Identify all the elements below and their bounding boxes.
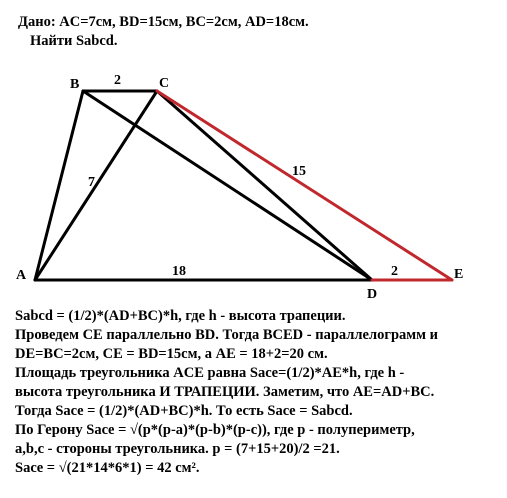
point-label-d: D — [367, 287, 378, 300]
length-label-de: 2 — [391, 264, 398, 279]
length-label-ac: 7 — [88, 175, 95, 190]
segment-ab — [35, 91, 83, 280]
solution-line-5: высота треугольника И ТРАПЕЦИИ. Заметим, что AE=AD+BC. — [15, 384, 435, 400]
length-label-ad: 18 — [172, 264, 186, 279]
segment-bd — [83, 91, 372, 280]
solution-line-2: Проведем CE параллельно BD. Тогда BCED - параллелограмм и — [15, 327, 438, 343]
solution-line-6: Тогда Sace = (1/2)*(AD+BC)*h. То есть Sace = Sabcd. — [15, 403, 353, 419]
point-label-c: C — [159, 76, 170, 91]
segment-cd — [157, 91, 372, 280]
solution-line-1: Sabcd = (1/2)*(AD+BC)*h, где h - высота трапеции. — [15, 308, 346, 324]
point-label-e: E — [454, 267, 464, 282]
length-label-bc: 2 — [114, 73, 121, 88]
point-label-b: B — [70, 77, 80, 92]
task-text: Найти Sabcd. — [30, 33, 118, 49]
solution-line-8: a,b,c - стороны треугольника. p = (7+15+20)/2 =21. — [15, 441, 340, 457]
solution-line-4: Площадь треугольника ACE равна Sace=(1/2)*AE*h, где h - — [15, 365, 405, 381]
point-label-a: A — [16, 268, 27, 283]
given-text: Дано: AC=7см, BD=15см, BC=2см, AD=18см. — [18, 14, 309, 30]
segment-ac — [35, 91, 157, 280]
segment-ce — [157, 91, 452, 280]
solution-line-9: Sace = √(21*14*6*1) = 42 см². — [15, 460, 200, 476]
length-label-ce: 15 — [292, 164, 306, 179]
solution-line-3: DE=BC=2см, CE = BD=15см, а AE = 18+2=20 см. — [15, 346, 328, 362]
solution-line-7: По Герону Sace = √(p*(p-a)*(p-b)*(p-c)), где p - полупериметр, — [15, 422, 415, 438]
